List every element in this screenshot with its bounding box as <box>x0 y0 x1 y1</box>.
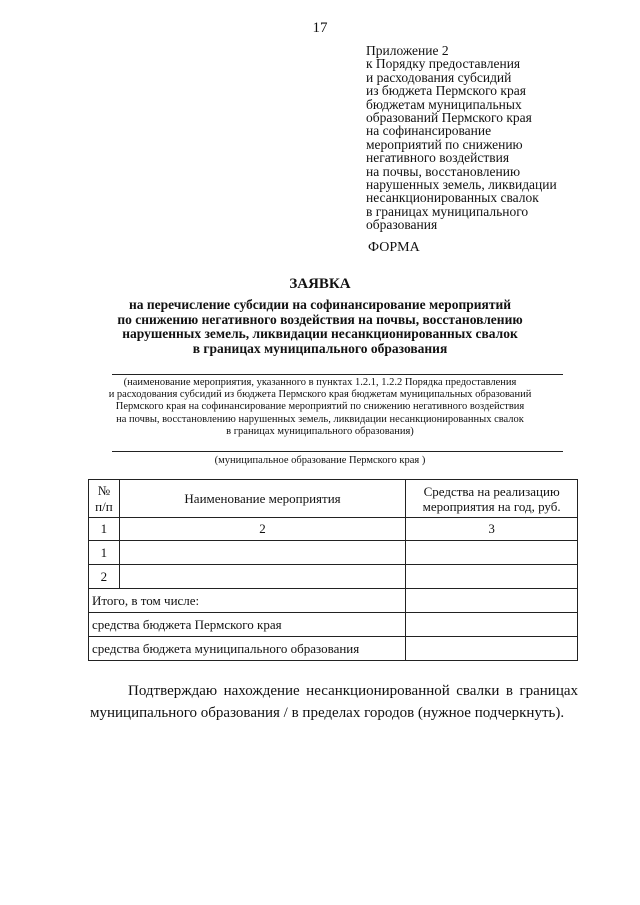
appendix-line: образования <box>366 217 438 233</box>
event-name-caption <box>80 377 560 438</box>
appendix-line: негативного воздействия <box>366 150 510 166</box>
event-name-fill-line <box>112 374 563 375</box>
appendix-line: из бюджета Пермского края <box>366 83 526 99</box>
subtitle-line: по снижению негативного воздействия на почвы, восстановлению <box>117 311 523 327</box>
subtitle-line: в границах муниципального образования <box>192 340 448 356</box>
header-funds-cell <box>406 480 578 518</box>
caption-line: на почвы, восстановлению нарушенных земель, ликвидации несанкционированных свалок <box>116 413 524 425</box>
appendix-line: на почвы, восстановлению <box>366 163 521 179</box>
document-subtitle <box>60 298 580 356</box>
header-num-abbrev: п/п <box>95 498 113 514</box>
municipality-fill-line <box>112 451 563 452</box>
regional-budget-row <box>89 613 578 637</box>
appendix-line: к Порядку предоставления <box>366 56 521 72</box>
appendix-line: образований Пермского края <box>366 110 532 126</box>
appendix-line: и расходования субсидий <box>366 69 512 85</box>
header-name-cell: Наименование мероприятия <box>119 480 405 518</box>
caption-line: Пермского края на софинансирование мероприятий по снижению негативного воздействия <box>115 401 525 413</box>
header-num-symbol: № <box>97 482 111 498</box>
municipal-budget-label: средства бюджета муниципального образования <box>89 637 406 661</box>
caption-line: и расходования субсидий из бюджета Пермского края бюджетам муниципальных образований <box>108 389 532 401</box>
form-label: ФОРМА <box>368 240 420 255</box>
table-header-row <box>89 480 578 518</box>
header-funds-line: мероприятия на год, руб. <box>422 498 561 514</box>
confirmation-text: Подтверждаю нахождение несанкционированной свалки в границах муниципального образования / в пределах городов (нужное подчеркнуть). <box>90 683 578 721</box>
row-number: 2 <box>89 565 120 589</box>
subtitle-line: нарушенных земель, ликвидации несанкционированных свалок <box>122 326 518 341</box>
row-funds-cell[interactable] <box>406 541 578 565</box>
appendix-line: мероприятий по снижению <box>366 136 523 152</box>
row-name-cell[interactable] <box>119 541 405 565</box>
caption-line: (наименование мероприятия, указанного в пунктах 1.2.1, 1.2.2 Порядка предоставления <box>123 377 517 388</box>
total-label: Итого, в том числе: <box>89 589 406 613</box>
appendix-line: нарушенных земель, ликвидации <box>366 177 557 193</box>
appendix-block <box>366 44 626 232</box>
municipality-caption: (муниципальное образование Пермского края ) <box>214 455 426 466</box>
header-num-cell <box>89 480 120 518</box>
column-number: 3 <box>406 518 578 541</box>
appendix-line: Приложение 2 <box>366 43 449 58</box>
row-funds-cell[interactable] <box>406 565 578 589</box>
column-number: 1 <box>89 518 120 541</box>
header-funds-line: Средства на реализацию <box>423 483 560 499</box>
appendix-line: на софинансирование <box>366 123 492 139</box>
municipal-budget-row <box>89 637 578 661</box>
regional-budget-funds-cell[interactable] <box>406 613 578 637</box>
column-number-row <box>89 518 578 541</box>
total-funds-cell[interactable] <box>406 589 578 613</box>
column-number: 2 <box>119 518 405 541</box>
appendix-line: бюджетам муниципальных <box>366 96 522 112</box>
table-row <box>89 565 578 589</box>
row-number: 1 <box>89 541 120 565</box>
regional-budget-label: средства бюджета Пермского края <box>89 613 406 637</box>
confirmation-paragraph <box>90 680 578 724</box>
table-row <box>89 541 578 565</box>
row-name-cell[interactable] <box>119 565 405 589</box>
total-row <box>89 589 578 613</box>
page-number: 17 <box>312 20 328 36</box>
appendix-line: в границах муниципального <box>366 203 529 219</box>
subtitle-line: на перечисление субсидии на софинансирование мероприятий <box>128 297 512 312</box>
appendix-line: несанкционированных свалок <box>366 190 539 206</box>
caption-line: в границах муниципального образования) <box>226 425 414 437</box>
subsidy-table <box>88 479 578 661</box>
municipal-budget-funds-cell[interactable] <box>406 637 578 661</box>
document-title: ЗАЯВКА <box>289 276 351 292</box>
